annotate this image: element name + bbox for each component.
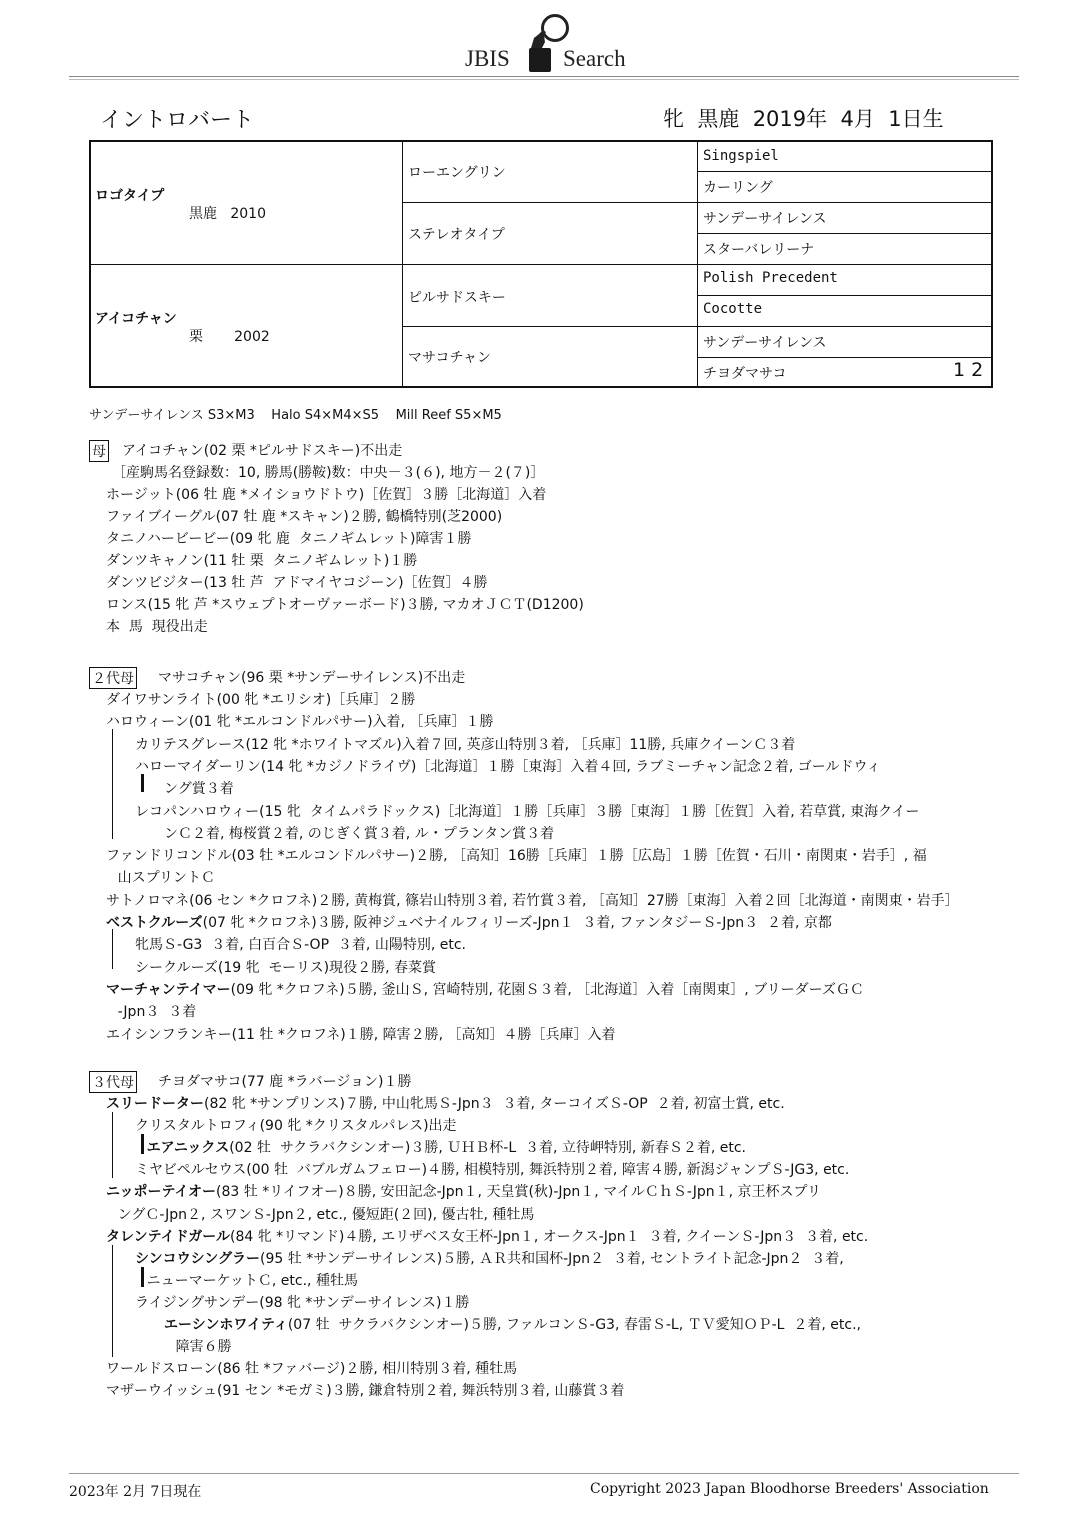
section1-header: アイコチャン(02 栗 *ピルサドスキー)不出走: [122, 443, 403, 459]
pedigree-g3-1: Singspiel: [703, 148, 779, 164]
jbis-search-logo: [465, 8, 635, 72]
header-rule-2: [69, 79, 1019, 80]
dam-detail: 栗 2002: [189, 329, 270, 345]
list-item: ング賞３着: [164, 781, 234, 798]
list-item: ンＣ２着, 梅桜賞２着, のじぎく賞３着, ル・プランタン賞３着: [164, 825, 555, 842]
tree-line: [112, 929, 113, 969]
list-item: ダンツビジター(13 牡 芦 アドマイヤコジーン)［佐賀］４勝: [106, 575, 488, 591]
pedigree-g2-1: ローエングリン: [408, 165, 506, 181]
footer-copyright: Copyright 2023 Japan Bloodhorse Breeders' Association: [590, 1481, 989, 1497]
list-item: ライジングサンデー(98 牝 *サンデーサイレンス)１勝: [135, 1294, 470, 1311]
horse-info: 牝 黒鹿 2019年 4月 1日生: [663, 107, 944, 131]
list-item: ホージット(06 牡 鹿 *メイショウドトウ)［佐賀］３勝［北海道］入着: [106, 487, 547, 503]
list-item: ハローマイダーリン(14 牝 *カジノドライヴ)［北海道］１勝［東海］入着４回, ラブミーチャン記念２着, ゴールドウィ: [135, 758, 881, 775]
list-item: ニッポーテイオー(83 牡 *リイフオー)８勝, 安田記念-Jpn１, 天皇賞(秋)-Jpn１, マイルＣｈＳ-Jpn１, 京王杯スプリ: [106, 1184, 821, 1201]
list-item: サトノロマネ(06 セン *クロフネ)２勝, 黄梅賞, 篠岩山特別３着, 若竹賞３着, ［高知］27勝［東海］入着２回［北海道・南関東・岩手］: [106, 892, 959, 909]
list-item: レコパンハロウィー(15 牝 タイムパラドックス)［北海道］１勝［兵庫］３勝［東海］１勝［佐賀］入着, 若草賞, 東海クイー: [135, 803, 920, 820]
header-rule: [69, 76, 1019, 77]
horse-name: イントロバート: [100, 108, 255, 133]
pedigree-g3-7: サンデーサイレンス: [703, 335, 827, 351]
list-item: ファイブイーグル(07 牡 鹿 *スキャン)２勝, 鶴橋特別(芝2000): [106, 509, 503, 525]
tree-line: [112, 1245, 113, 1357]
logo-can-icon: [529, 48, 551, 72]
section1-stats: ［産駒馬名登録数：10, 勝馬(勝鞍)数：中央－３(６), 地方－２(７)］: [112, 465, 545, 481]
section2-header: マサコチャン(96 栗 *サンデーサイレンス)不出走: [158, 670, 466, 686]
logo-jbis-text: JBIS: [465, 46, 510, 71]
list-item: ングＣ-Jpn２, スワンＳ-Jpn２, etc., 優短距(２回), 優古牡, 種牡馬: [117, 1206, 535, 1223]
section-label-granddam: ２代母: [89, 667, 137, 689]
list-item: エーシンホワイティ(07 牡 サクラバクシンオー)５勝, ファルコンＳ-G3, 春雷Ｓ-L, ＴＶ愛知ＯＰ-L ２着, etc.,: [164, 1317, 861, 1333]
pedigree-g3-6: Cocotte: [703, 301, 763, 317]
pedigree-g2-2: ステレオタイプ: [408, 227, 505, 243]
list-item: クリスタルトロフィ(90 牝 *クリスタルパレス)出走: [135, 1118, 457, 1135]
sire-name: ロゴタイプ: [95, 188, 165, 204]
list-item: マザーウイッシュ(91 セン *モガミ)３勝, 鎌倉特別２着, 舞浜特別３着, 山藤賞３着: [106, 1383, 625, 1400]
list-item: ダンツキャノン(11 牡 栗 タニノギムレット)１勝: [106, 553, 418, 569]
list-item: ワールドスローン(86 牡 *ファバージ)２勝, 相川特別３着, 種牡馬: [106, 1361, 518, 1378]
sire-detail: 黒鹿 2010: [189, 206, 266, 222]
list-item: 本 馬 現役出走: [106, 619, 208, 635]
pedigree-table: [89, 140, 993, 388]
list-item: 山スプリントＣ: [117, 870, 216, 887]
footer-rule: [69, 1473, 1019, 1474]
tree-line: [112, 1112, 113, 1178]
inbreeding-line: サンデーサイレンス S3×M3 Halo S4×M4×S5 Mill Reef S5×M5: [89, 408, 502, 423]
section-label-great-granddam: ３代母: [89, 1071, 137, 1093]
list-item: エイシンフランキー(11 牡 *クロフネ)１勝, 障害２勝, ［高知］４勝［兵庫］入着: [106, 1026, 616, 1043]
pedigree-g2-3: ピルサドスキー: [408, 290, 506, 306]
list-item: ニューマーケットＣ, etc., 種牡馬: [146, 1272, 358, 1289]
pedigree-g3-5: Polish Precedent: [703, 270, 838, 286]
pedigree-g3-2: カーリング: [703, 180, 773, 196]
logo-search-text: Search: [563, 46, 626, 71]
magnifier-icon: [541, 14, 569, 42]
list-item: エアニックス(02 牡 サクラバクシンオー)３勝, ＵＨＢ杯-L ３着, 立待岬特別, 新春Ｓ２着, etc.: [146, 1140, 746, 1157]
list-item: ベストクルーズ(07 牝 *クロフネ)３勝, 阪神ジュベナイルフィリーズ-Jpn１ ３着, ファンタジーＳ-Jpn３ ２着, 京都: [106, 915, 832, 931]
list-item: スリードーター(82 牝 *サンプリンス)７勝, 中山牝馬Ｓ-Jpn３ ３着, ターコイズＳ-OP ２着, 初富士賞, etc.: [106, 1096, 785, 1112]
list-item: シークルーズ(19 牝 モーリス)現役２勝, 春菜賞: [135, 959, 437, 976]
list-item: シンコウシングラー(95 牡 *サンデーサイレンス)５勝, ＡＲ共和国杯-Jpn２ ３着, セントライト記念-Jpn２ ３着,: [135, 1250, 844, 1267]
tree-line: [141, 1134, 144, 1154]
list-item: ファンドリコンドル(03 牡 *エルコンドルパサー)２勝, ［高知］16勝［兵庫］１勝［広島］１勝［佐賀・石川・南関東・岩手］, 福: [106, 848, 927, 865]
dam-name: アイコチャン: [95, 311, 177, 327]
list-item: ロンス(15 牝 芦 *スウェプトオーヴァーボード)３勝, マカオＪＣＴ(D1200): [106, 597, 584, 613]
list-item: 牝馬Ｓ-G3 ３着, 白百合Ｓ-OP ３着, 山陽特別, etc.: [135, 937, 466, 954]
footer-date: 2023年 2月 7日現在: [69, 1484, 202, 1500]
list-item: タレンテイドガール(84 牝 *リマンド)４勝, エリザベス女王杯-Jpn１, オークス-Jpn１ ３着, クイーンＳ-Jpn３ ３着, etc.: [106, 1228, 869, 1245]
tree-line: [141, 774, 144, 792]
list-item: カリテスグレース(12 牝 *ホワイトマズル)入着７回, 英彦山特別３着, ［兵庫］11勝, 兵庫クイーンＣ３着: [135, 736, 796, 753]
section3-header: チヨダマサコ(77 鹿 *ラバージョン)１勝: [158, 1074, 412, 1090]
list-item: 障害６勝: [175, 1339, 232, 1356]
pedigree-g2-4: マサコチャン: [408, 350, 492, 366]
pedigree-g3-4: スターバレリーナ: [703, 242, 815, 258]
list-item: ハロウィーン(01 牝 *エルコンドルパサー)入着, ［兵庫］１勝: [106, 714, 494, 731]
list-item: ミヤビペルセウス(00 牡 バブルガムフェロー)４勝, 相模特別, 舞浜特別２着, 障害４勝, 新潟ジャンプＳ-JG3, etc.: [135, 1162, 850, 1179]
list-item: ダイワサンライト(00 牝 *エリシオ)［兵庫］２勝: [106, 692, 416, 708]
list-item: タニノハービービー(09 牝 鹿 タニノギムレット)障害１勝: [106, 531, 472, 547]
family-number: 1 2: [953, 359, 984, 381]
list-item: -Jpn３ ３着: [117, 1004, 197, 1021]
tree-line: [141, 1267, 144, 1287]
section-label-dam: 母: [89, 440, 109, 462]
tree-line: [112, 729, 113, 839]
pedigree-g3-3: サンデーサイレンス: [703, 211, 827, 227]
pedigree-g3-8: チヨダマサコ: [703, 366, 787, 382]
list-item: マーチャンテイマー(09 牝 *クロフネ)５勝, 釜山Ｓ, 宮崎特別, 花園Ｓ３着, ［北海道］入着［南関東］, ブリーダーズＧＣ: [106, 981, 864, 998]
